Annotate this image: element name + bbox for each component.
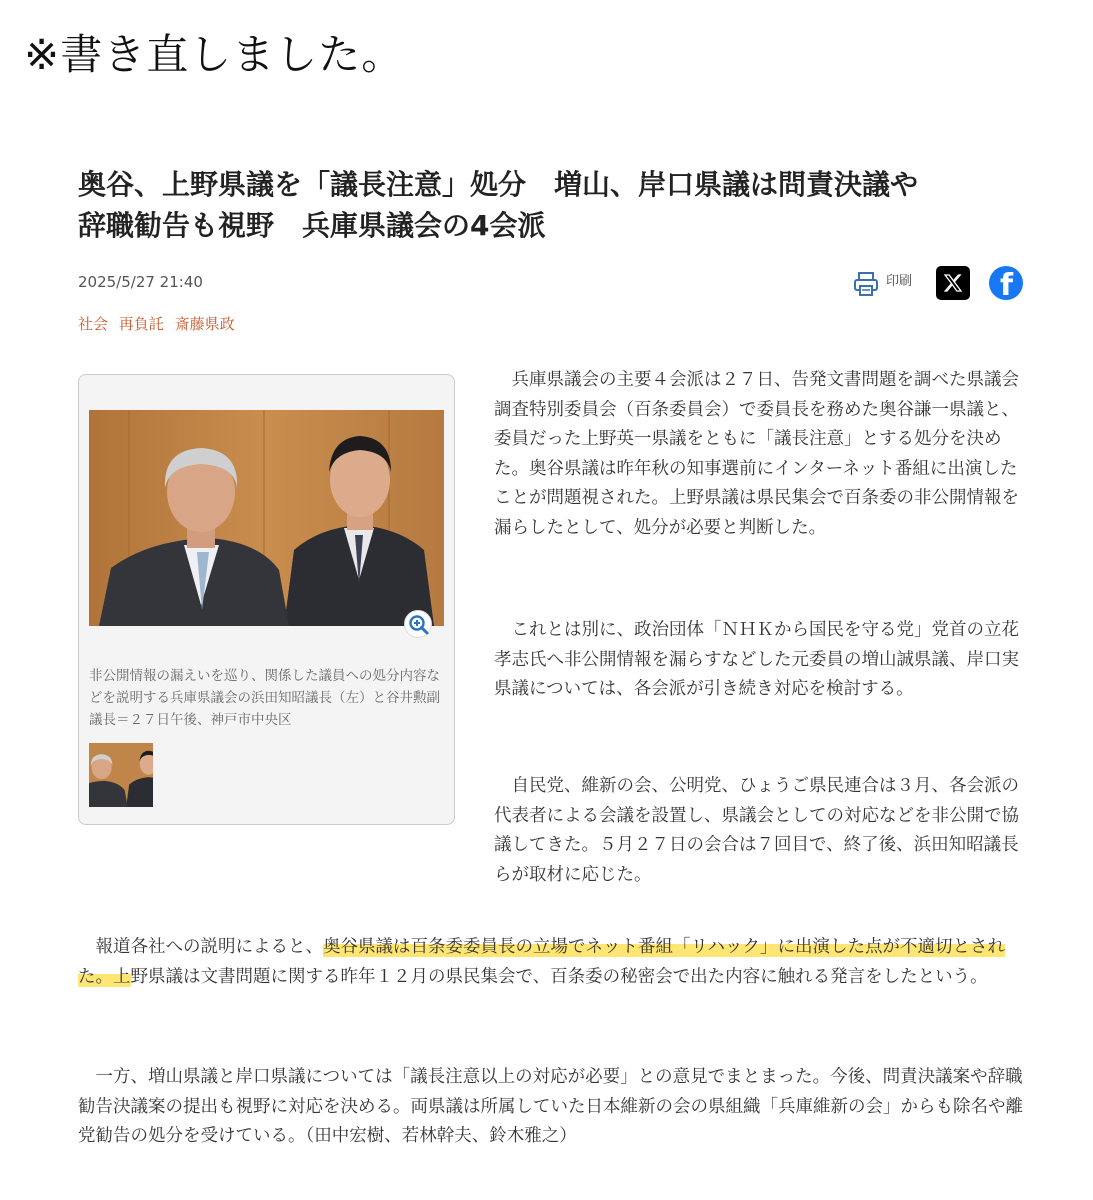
paragraph-4-rest: 野県議は文書問題に関する昨年１２月の県民集会で、百条委の秘密会で出た内容に触れる発言をしたという。 — [130, 966, 988, 987]
print-button[interactable] — [848, 268, 928, 300]
zoom-in-icon[interactable] — [404, 610, 432, 638]
share-x-button[interactable] — [936, 266, 970, 300]
photo-card — [78, 374, 455, 825]
tag-reelection[interactable]: 再負託 — [118, 315, 164, 333]
paragraph-5: 一方、増山県議と岸口県議については「議長注意以上の対応が必要」との意見でまとまった。今後、問責決議案や辞職勧告決議案の提出も視野に対応を決める。両県議は所属していた日本維新の会の県組織「兵庫維新の会」からも除名や離党勧告の処分を受けている。（田中宏樹、若林幹夫、鈴木雅之） — [78, 1067, 1023, 1146]
tag-saito-administration[interactable]: 斎藤県政 — [174, 315, 235, 333]
paragraph-4 — [78, 933, 1028, 992]
article-headline — [78, 164, 1038, 246]
photo-caption: 非公開情報の漏えいを巡り、関係した議員への処分内容などを説明する兵庫県議会の浜田知昭議長（左）と谷井勲副議長＝２７日午後、神戸市中央区 — [89, 668, 440, 728]
rewrite-note: ※書き直しました。 — [24, 30, 405, 79]
paragraph-4-lead: 報道各社への説明によると、 — [95, 937, 323, 957]
highlighted-passage: 奥谷県議は百条委委員長の立場でネット番組「リハック」に出演した点が不適切とされた。上 — [78, 937, 1005, 987]
facebook-icon: f — [1000, 268, 1014, 300]
printer-icon — [852, 270, 880, 298]
paragraph-2: これとは別に、政治団体「ＮＨＫから国民を守る党」党首の立花孝志氏へ非公開情報を漏らすなどした元委員の増山誠県議、岸口実県議については、各会派が引き続き対応を検討する。 — [494, 620, 1019, 699]
tag-list — [78, 313, 241, 334]
headline-line-1: 奥谷、上野県議を「議長注意」処分 増山、岸口県議は問責決議や — [78, 168, 919, 201]
publish-datetime: 2025/5/27 21:40 — [78, 273, 203, 291]
share-bar — [848, 266, 1028, 302]
share-facebook-button[interactable] — [989, 266, 1023, 300]
photo-thumbnail[interactable] — [89, 743, 153, 807]
tag-society[interactable]: 社会 — [78, 315, 109, 333]
x-logo-icon — [943, 273, 963, 293]
headline-line-2: 辞職勧告も視野 兵庫県議会の4会派 — [78, 209, 546, 242]
print-label: 印刷 — [886, 274, 913, 289]
paragraph-3: 自民党、維新の会、公明党、ひょうご県民連合は３月、各会派の代表者による会議を設置し、県議会としての対応などを非公開で協議してきた。５月２７日の会合は７回目で、終了後、浜田知昭議長らが取材に応じた。 — [494, 776, 1019, 885]
main-photo[interactable] — [89, 410, 444, 626]
paragraph-1: 兵庫県議会の主要４会派は２７日、告発文書問題を調べた県議会調査特別委員会（百条委員会）で委員長を務めた奥谷謙一県議と、委員だった上野英一県議をともに「議長注意」とする処分を決めた。奥谷県議は昨年秋の知事選前にインターネット番組に出演したことが問題視された。上野県議は県民集会で百条委の非公開情報を漏らしたとして、処分が必要と判断した。 — [494, 370, 1019, 538]
